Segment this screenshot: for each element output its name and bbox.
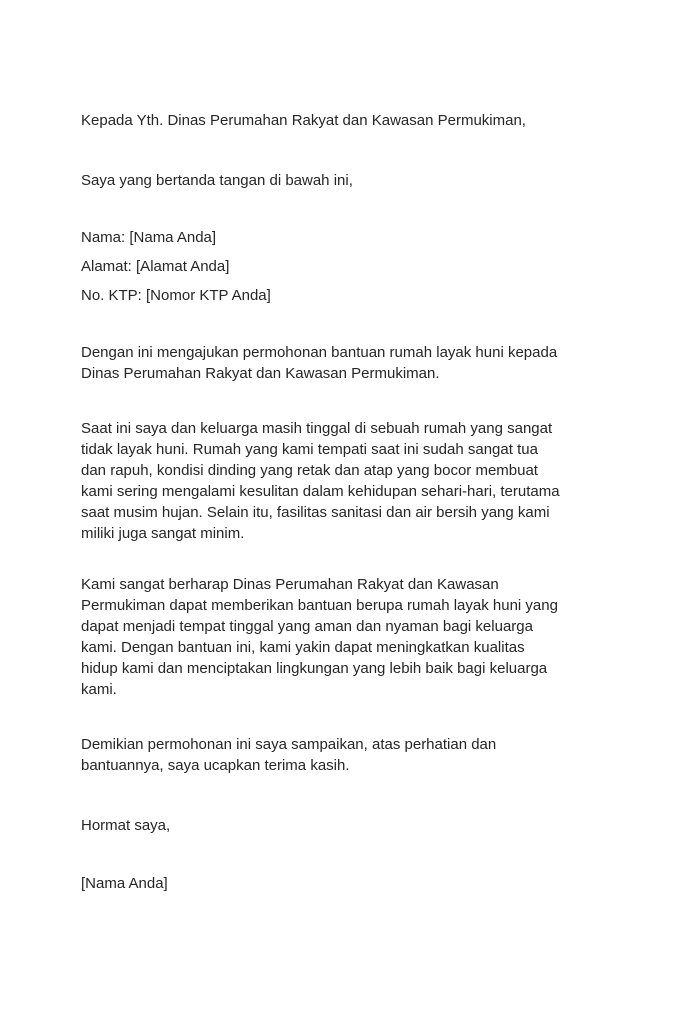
paragraph-line: hidup kami dan menciptakan lingkungan yang lebih baik bagi keluarga (81, 660, 548, 677)
intro-text: Saya yang bertanda tangan di bawah ini, (81, 172, 353, 189)
paragraph-line: Demikian permohonan ini saya sampaikan, atas perhatian dan (81, 736, 497, 753)
signature (81, 873, 168, 894)
paragraph-line: kami sering mengalami kesulitan dalam kehidupan sehari-hari, terutama (81, 483, 560, 500)
intro (81, 170, 353, 191)
paragraph-hope (81, 574, 558, 700)
identity-fields (81, 223, 271, 310)
paragraph-line: kami. Dengan bantuan ini, kami yakin dapat meningkatkan kualitas (81, 639, 525, 656)
paragraph-line: Kami sangat berharap Dinas Perumahan Rakyat dan Kawasan (81, 576, 499, 593)
paragraph-line: Saat ini saya dan keluarga masih tinggal di sebuah rumah yang sangat (81, 420, 553, 437)
paragraph-line: kami. (81, 681, 117, 698)
paragraph-line: tidak layak huni. Rumah yang kami tempati saat ini sudah sangat tua (81, 441, 538, 458)
salutation (81, 110, 526, 131)
paragraph-request (81, 342, 557, 384)
field-nama: Nama: [Nama Anda] (81, 229, 217, 246)
paragraph-line: Dengan ini mengajukan permohonan bantuan rumah layak huni kepada (81, 344, 558, 361)
paragraph-line: miliki juga sangat minim. (81, 525, 245, 542)
closing (81, 815, 170, 836)
paragraph-line: bantuannya, saya ucapkan terima kasih. (81, 757, 350, 774)
field-no-ktp: No. KTP: [Nomor KTP Anda] (81, 287, 271, 304)
paragraph-line: dan rapuh, kondisi dinding yang retak dan atap yang bocor membuat (81, 462, 538, 479)
paragraph-line: Dinas Perumahan Rakyat dan Kawasan Permukiman. (81, 365, 440, 382)
paragraph-line: Permukiman dapat memberikan bantuan berupa rumah layak huni yang (81, 597, 558, 614)
paragraph-line: saat musim hujan. Selain itu, fasilitas sanitasi dan air bersih yang kami (81, 504, 550, 521)
paragraph-line: dapat menjadi tempat tinggal yang aman dan nyaman bagi keluarga (81, 618, 533, 635)
salutation-text: Kepada Yth. Dinas Perumahan Rakyat dan Kawasan Permukiman, (81, 112, 526, 129)
paragraph-condition (81, 418, 560, 544)
closing-text: Hormat saya, (81, 817, 171, 834)
field-alamat: Alamat: [Alamat Anda] (81, 258, 230, 275)
paragraph-closing (81, 734, 496, 776)
signature-name: [Nama Anda] (81, 875, 168, 892)
